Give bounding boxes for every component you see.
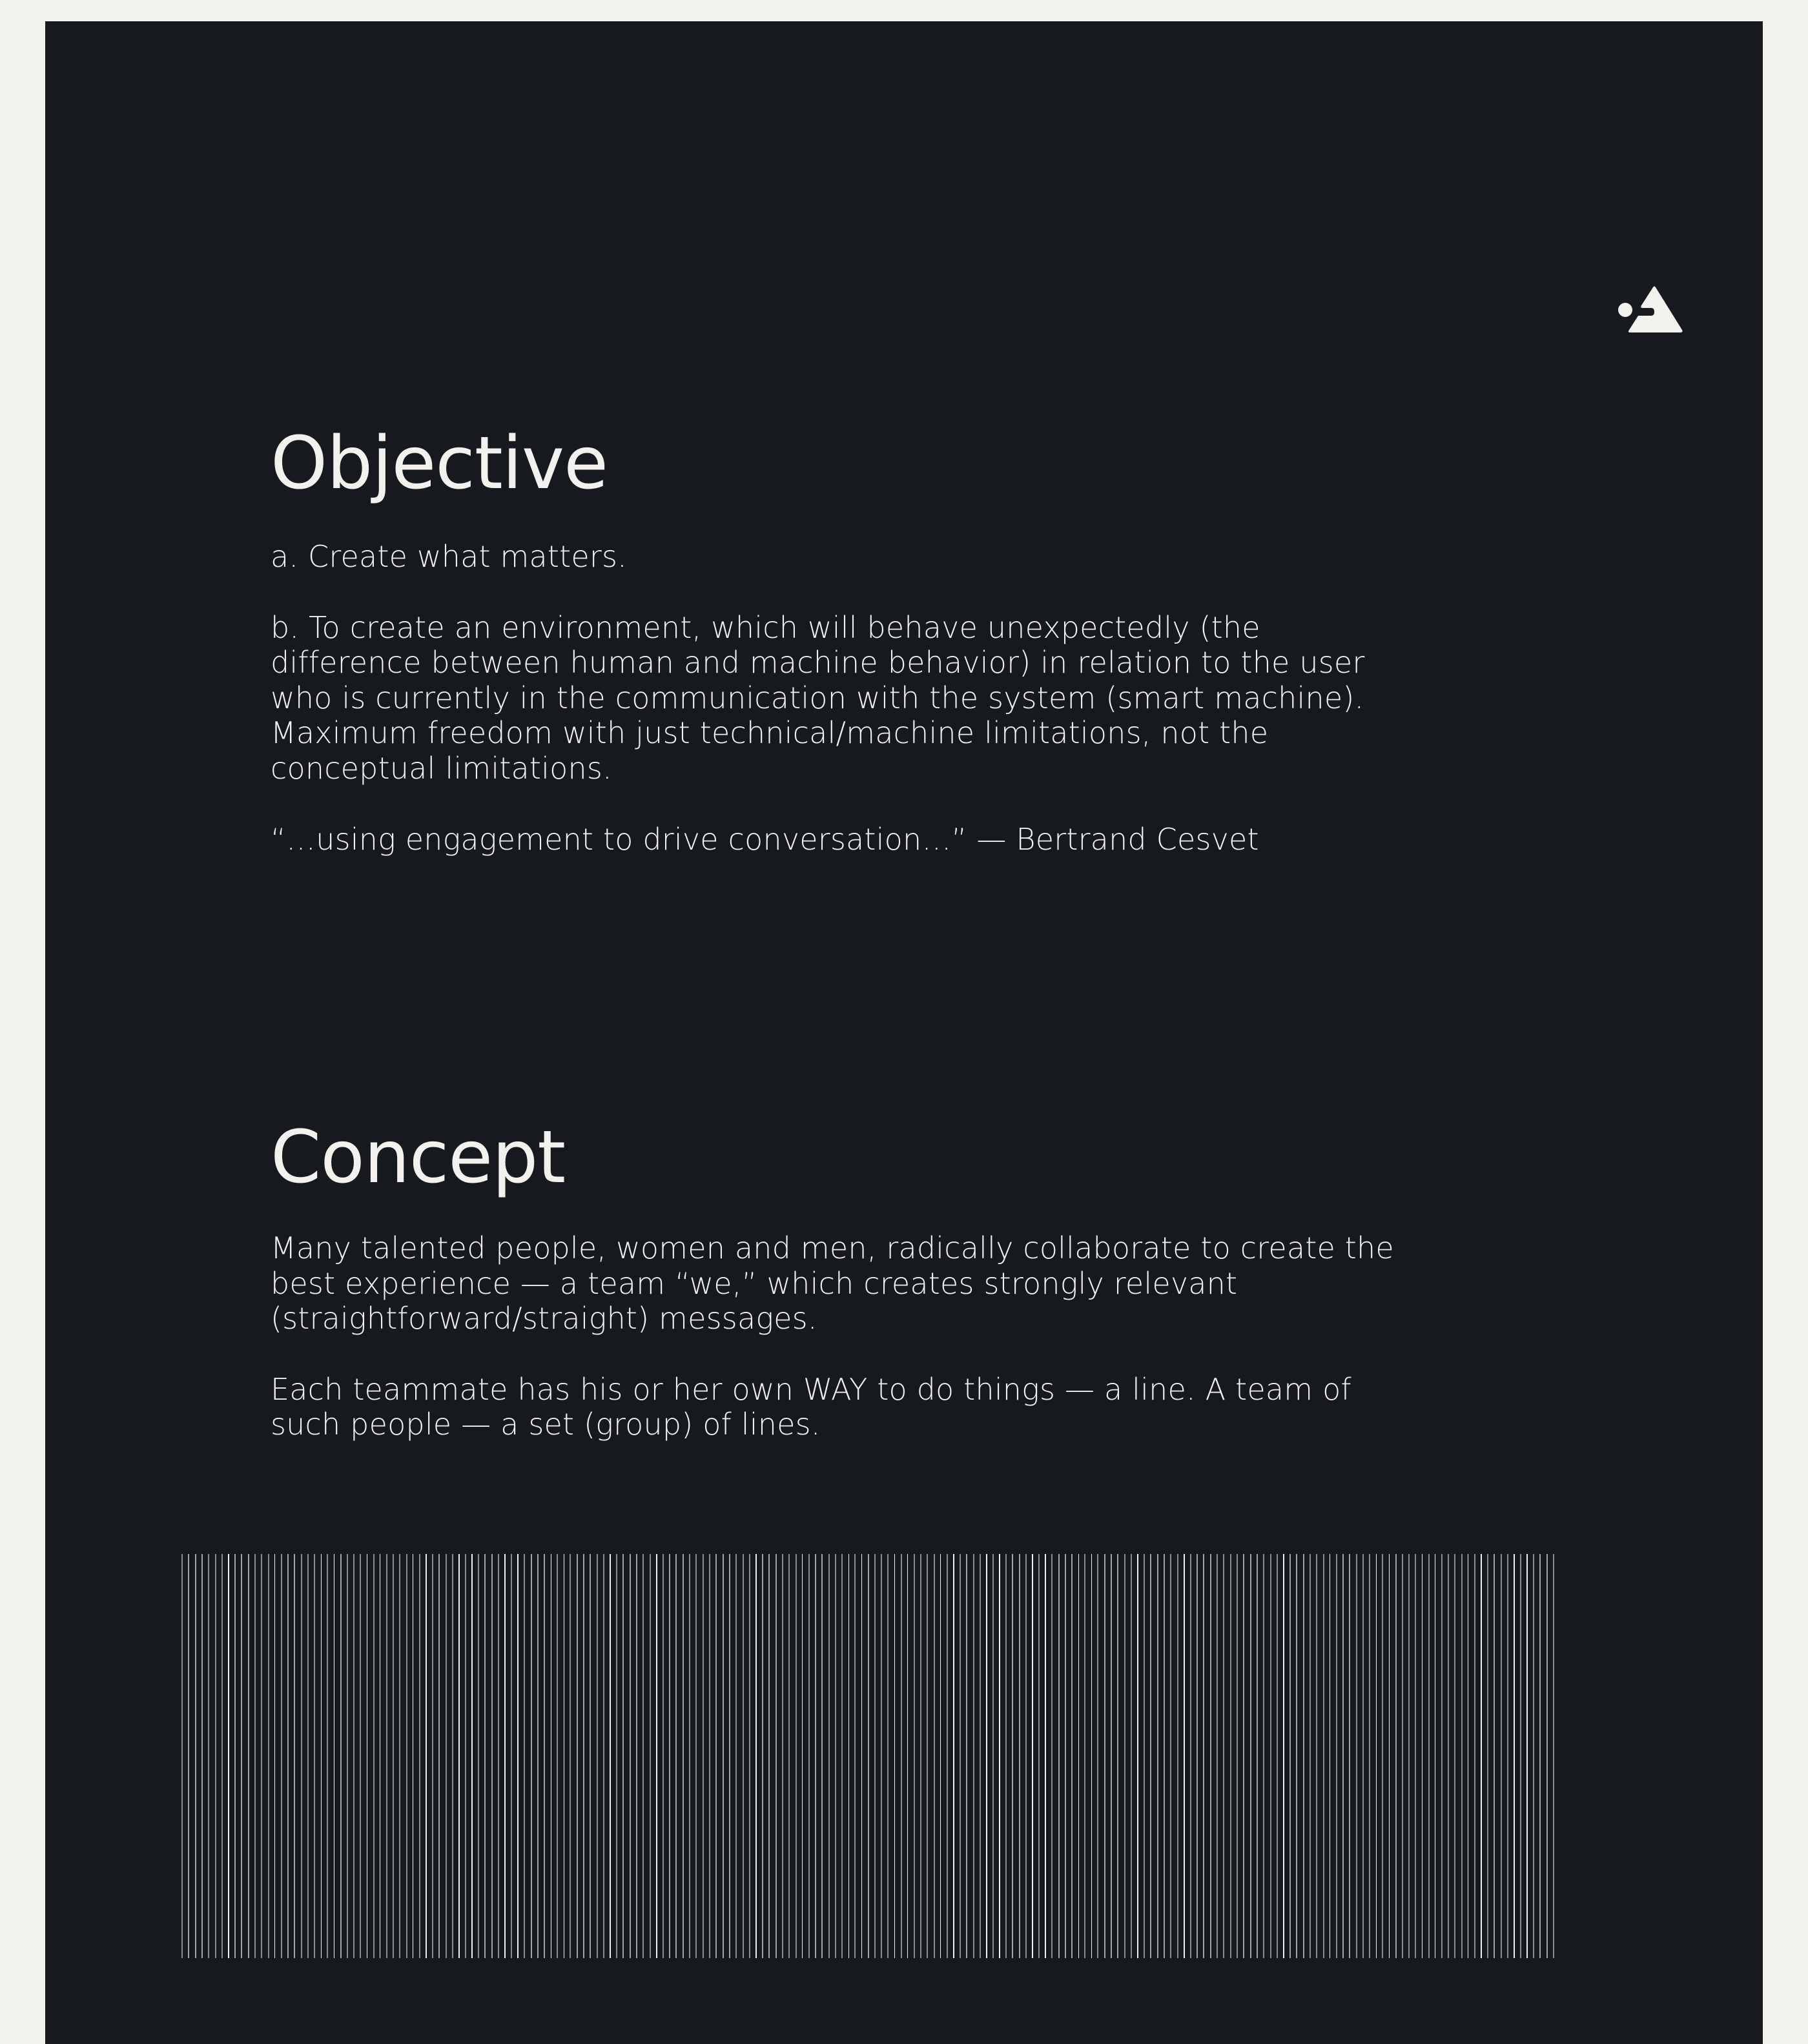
line bbox=[709, 1554, 710, 1958]
line bbox=[1038, 1554, 1040, 1958]
line bbox=[188, 1554, 189, 1958]
line bbox=[1124, 1554, 1125, 1958]
line bbox=[1316, 1554, 1317, 1958]
line bbox=[406, 1554, 407, 1958]
line bbox=[181, 1554, 183, 1958]
line bbox=[1520, 1554, 1521, 1958]
line bbox=[1474, 1554, 1475, 1958]
line bbox=[1164, 1554, 1165, 1958]
line bbox=[1032, 1554, 1033, 1958]
line bbox=[966, 1554, 967, 1958]
line bbox=[1501, 1554, 1502, 1958]
line bbox=[301, 1554, 302, 1958]
line bbox=[1210, 1554, 1211, 1958]
line bbox=[1389, 1554, 1390, 1958]
line bbox=[551, 1554, 552, 1958]
line bbox=[564, 1554, 565, 1958]
line bbox=[868, 1554, 869, 1958]
line bbox=[570, 1554, 571, 1958]
line bbox=[1283, 1554, 1284, 1958]
line bbox=[1223, 1554, 1224, 1958]
line bbox=[419, 1554, 420, 1958]
line bbox=[992, 1554, 994, 1958]
line bbox=[1071, 1554, 1073, 1958]
line bbox=[1468, 1554, 1469, 1958]
line bbox=[782, 1554, 783, 1958]
line bbox=[367, 1554, 368, 1958]
line bbox=[458, 1554, 460, 1958]
line bbox=[848, 1554, 850, 1958]
line bbox=[334, 1554, 335, 1958]
line bbox=[723, 1554, 724, 1958]
line bbox=[1012, 1554, 1013, 1958]
line bbox=[524, 1554, 525, 1958]
line bbox=[1131, 1554, 1132, 1958]
line bbox=[1025, 1554, 1027, 1958]
line bbox=[927, 1554, 928, 1958]
line bbox=[1170, 1554, 1171, 1958]
line bbox=[314, 1554, 315, 1958]
line bbox=[321, 1554, 322, 1958]
line bbox=[841, 1554, 843, 1958]
line bbox=[1395, 1554, 1397, 1958]
line bbox=[452, 1554, 453, 1958]
line bbox=[663, 1554, 664, 1958]
line bbox=[1289, 1554, 1291, 1958]
line bbox=[729, 1554, 730, 1958]
line bbox=[1303, 1554, 1304, 1958]
line bbox=[1435, 1554, 1436, 1958]
line bbox=[622, 1554, 624, 1958]
line bbox=[432, 1554, 433, 1958]
line bbox=[537, 1554, 539, 1958]
line bbox=[960, 1554, 961, 1958]
line bbox=[248, 1554, 249, 1958]
line bbox=[828, 1554, 830, 1958]
line bbox=[1157, 1554, 1158, 1958]
line bbox=[511, 1554, 512, 1958]
line bbox=[603, 1554, 604, 1958]
line bbox=[1263, 1554, 1264, 1958]
line bbox=[1448, 1554, 1449, 1958]
line bbox=[517, 1554, 519, 1958]
line bbox=[980, 1554, 981, 1958]
line bbox=[268, 1554, 269, 1958]
line bbox=[1526, 1554, 1528, 1958]
line bbox=[287, 1554, 289, 1958]
line bbox=[590, 1554, 591, 1958]
objective-heading: Objective bbox=[271, 422, 608, 506]
line bbox=[1144, 1554, 1145, 1958]
line bbox=[1270, 1554, 1271, 1958]
line bbox=[743, 1554, 744, 1958]
line bbox=[894, 1554, 896, 1958]
line bbox=[307, 1554, 309, 1958]
line bbox=[1250, 1554, 1251, 1958]
line bbox=[261, 1554, 262, 1958]
line bbox=[1428, 1554, 1430, 1958]
line bbox=[281, 1554, 282, 1958]
line bbox=[835, 1554, 836, 1958]
line bbox=[1217, 1554, 1218, 1958]
dot-triangle-logo-icon bbox=[1618, 285, 1683, 334]
line bbox=[901, 1554, 902, 1958]
concept-section bbox=[271, 1116, 1497, 1442]
line bbox=[1277, 1554, 1278, 1958]
line bbox=[861, 1554, 863, 1958]
line bbox=[802, 1554, 803, 1958]
line bbox=[914, 1554, 915, 1958]
line bbox=[583, 1554, 584, 1958]
line bbox=[683, 1554, 684, 1958]
line bbox=[1203, 1554, 1204, 1958]
line bbox=[768, 1554, 770, 1958]
line bbox=[234, 1554, 236, 1958]
line bbox=[1382, 1554, 1383, 1958]
line bbox=[1415, 1554, 1416, 1958]
line bbox=[642, 1554, 644, 1958]
line bbox=[228, 1554, 229, 1958]
objective-section bbox=[271, 422, 1497, 857]
line bbox=[438, 1554, 440, 1958]
line bbox=[504, 1554, 506, 1958]
line bbox=[920, 1554, 921, 1958]
line bbox=[1376, 1554, 1377, 1958]
line bbox=[347, 1554, 348, 1958]
line bbox=[788, 1554, 790, 1958]
line bbox=[1349, 1554, 1350, 1958]
line bbox=[360, 1554, 361, 1958]
line bbox=[616, 1554, 617, 1958]
line bbox=[1019, 1554, 1020, 1958]
concept-paragraph-1: Many talented people, women and men, radically collaborate to create the best experience — a team “we,” which creates strongly relevant (straightforward/straight) messages. bbox=[271, 1231, 1394, 1336]
line bbox=[399, 1554, 400, 1958]
line bbox=[531, 1554, 532, 1958]
set-of-lines-illustration bbox=[181, 1554, 1556, 1958]
concept-paragraph-2: Each teammate has his or her own WAY to do things — a line. A team of such people — a set (group) of lines. bbox=[271, 1371, 1351, 1442]
line bbox=[577, 1554, 578, 1958]
line bbox=[1296, 1554, 1297, 1958]
line bbox=[1461, 1554, 1463, 1958]
line bbox=[1356, 1554, 1357, 1958]
line bbox=[1342, 1554, 1344, 1958]
line bbox=[1257, 1554, 1258, 1958]
line bbox=[1190, 1554, 1191, 1958]
line bbox=[821, 1554, 823, 1958]
line bbox=[241, 1554, 242, 1958]
line bbox=[630, 1554, 631, 1958]
line bbox=[465, 1554, 466, 1958]
line bbox=[1402, 1554, 1403, 1958]
line bbox=[1336, 1554, 1337, 1958]
line bbox=[934, 1554, 935, 1958]
line bbox=[1494, 1554, 1495, 1958]
line bbox=[1184, 1554, 1185, 1958]
line bbox=[1078, 1554, 1080, 1958]
line bbox=[1369, 1554, 1370, 1958]
line bbox=[887, 1554, 889, 1958]
line bbox=[1117, 1554, 1118, 1958]
objective-point-a: a. Create what matters. bbox=[271, 539, 627, 574]
line bbox=[695, 1554, 697, 1958]
line bbox=[386, 1554, 387, 1958]
line bbox=[675, 1554, 677, 1958]
line bbox=[393, 1554, 394, 1958]
line bbox=[854, 1554, 856, 1958]
line bbox=[1111, 1554, 1112, 1958]
line bbox=[1323, 1554, 1324, 1958]
line bbox=[815, 1554, 816, 1958]
line bbox=[656, 1554, 657, 1958]
line bbox=[195, 1554, 196, 1958]
line bbox=[953, 1554, 954, 1958]
line bbox=[478, 1554, 479, 1958]
line bbox=[380, 1554, 381, 1958]
line bbox=[373, 1554, 375, 1958]
line bbox=[471, 1554, 473, 1958]
line bbox=[1230, 1554, 1231, 1958]
line bbox=[294, 1554, 295, 1958]
line bbox=[597, 1554, 598, 1958]
line bbox=[557, 1554, 558, 1958]
line bbox=[1507, 1554, 1508, 1958]
line bbox=[1487, 1554, 1488, 1958]
line bbox=[274, 1554, 276, 1958]
line bbox=[1104, 1554, 1105, 1958]
line bbox=[1533, 1554, 1534, 1958]
line bbox=[940, 1554, 941, 1958]
line bbox=[636, 1554, 637, 1958]
line bbox=[544, 1554, 545, 1958]
line bbox=[484, 1554, 486, 1958]
line bbox=[1422, 1554, 1423, 1958]
objective-quote: “…using engagement to drive conversation…” — Bertrand Cesvet bbox=[271, 821, 1259, 857]
objective-point-b: b. To create an environment, which will behave unexpectedly (the difference between human and machine behavior) in relation to the user who is currently in the communication with the system (smart machine). Maximum freedom with just technical/machine limitations, not the conceptual limitations. bbox=[271, 609, 1365, 786]
line bbox=[1197, 1554, 1198, 1958]
line bbox=[1137, 1554, 1138, 1958]
content-panel bbox=[45, 21, 1763, 2044]
line bbox=[413, 1554, 414, 1958]
line bbox=[1237, 1554, 1238, 1958]
line bbox=[1539, 1554, 1541, 1958]
line bbox=[874, 1554, 876, 1958]
line bbox=[776, 1554, 777, 1958]
line bbox=[1045, 1554, 1046, 1958]
line bbox=[498, 1554, 499, 1958]
line bbox=[208, 1554, 209, 1958]
line bbox=[1553, 1554, 1554, 1958]
line bbox=[735, 1554, 737, 1958]
line bbox=[327, 1554, 328, 1958]
line bbox=[446, 1554, 447, 1958]
line bbox=[986, 1554, 987, 1958]
line bbox=[1454, 1554, 1455, 1958]
line bbox=[1097, 1554, 1098, 1958]
line bbox=[1058, 1554, 1060, 1958]
line bbox=[973, 1554, 974, 1958]
line bbox=[1150, 1554, 1151, 1958]
line bbox=[881, 1554, 882, 1958]
line bbox=[1546, 1554, 1548, 1958]
line bbox=[703, 1554, 704, 1958]
line bbox=[1330, 1554, 1331, 1958]
line bbox=[1310, 1554, 1311, 1958]
line bbox=[1514, 1554, 1515, 1958]
line bbox=[907, 1554, 909, 1958]
line bbox=[254, 1554, 256, 1958]
line bbox=[1243, 1554, 1244, 1958]
line bbox=[1441, 1554, 1443, 1958]
line bbox=[1481, 1554, 1482, 1958]
concept-heading: Concept bbox=[271, 1116, 566, 1200]
line bbox=[1005, 1554, 1007, 1958]
line bbox=[762, 1554, 763, 1958]
line bbox=[808, 1554, 810, 1958]
line bbox=[1051, 1554, 1053, 1958]
line bbox=[1084, 1554, 1085, 1958]
line bbox=[1065, 1554, 1066, 1958]
line bbox=[689, 1554, 690, 1958]
line bbox=[426, 1554, 427, 1958]
line bbox=[201, 1554, 203, 1958]
line bbox=[947, 1554, 948, 1958]
line bbox=[1408, 1554, 1410, 1958]
line bbox=[999, 1554, 1000, 1958]
line bbox=[215, 1554, 216, 1958]
line bbox=[1362, 1554, 1364, 1958]
line bbox=[755, 1554, 757, 1958]
line bbox=[796, 1554, 797, 1958]
line bbox=[491, 1554, 493, 1958]
line bbox=[340, 1554, 342, 1958]
line bbox=[610, 1554, 611, 1958]
line bbox=[650, 1554, 651, 1958]
line bbox=[353, 1554, 354, 1958]
line bbox=[715, 1554, 717, 1958]
line bbox=[669, 1554, 670, 1958]
line bbox=[749, 1554, 750, 1958]
line bbox=[1177, 1554, 1178, 1958]
line bbox=[221, 1554, 223, 1958]
line bbox=[1091, 1554, 1093, 1958]
